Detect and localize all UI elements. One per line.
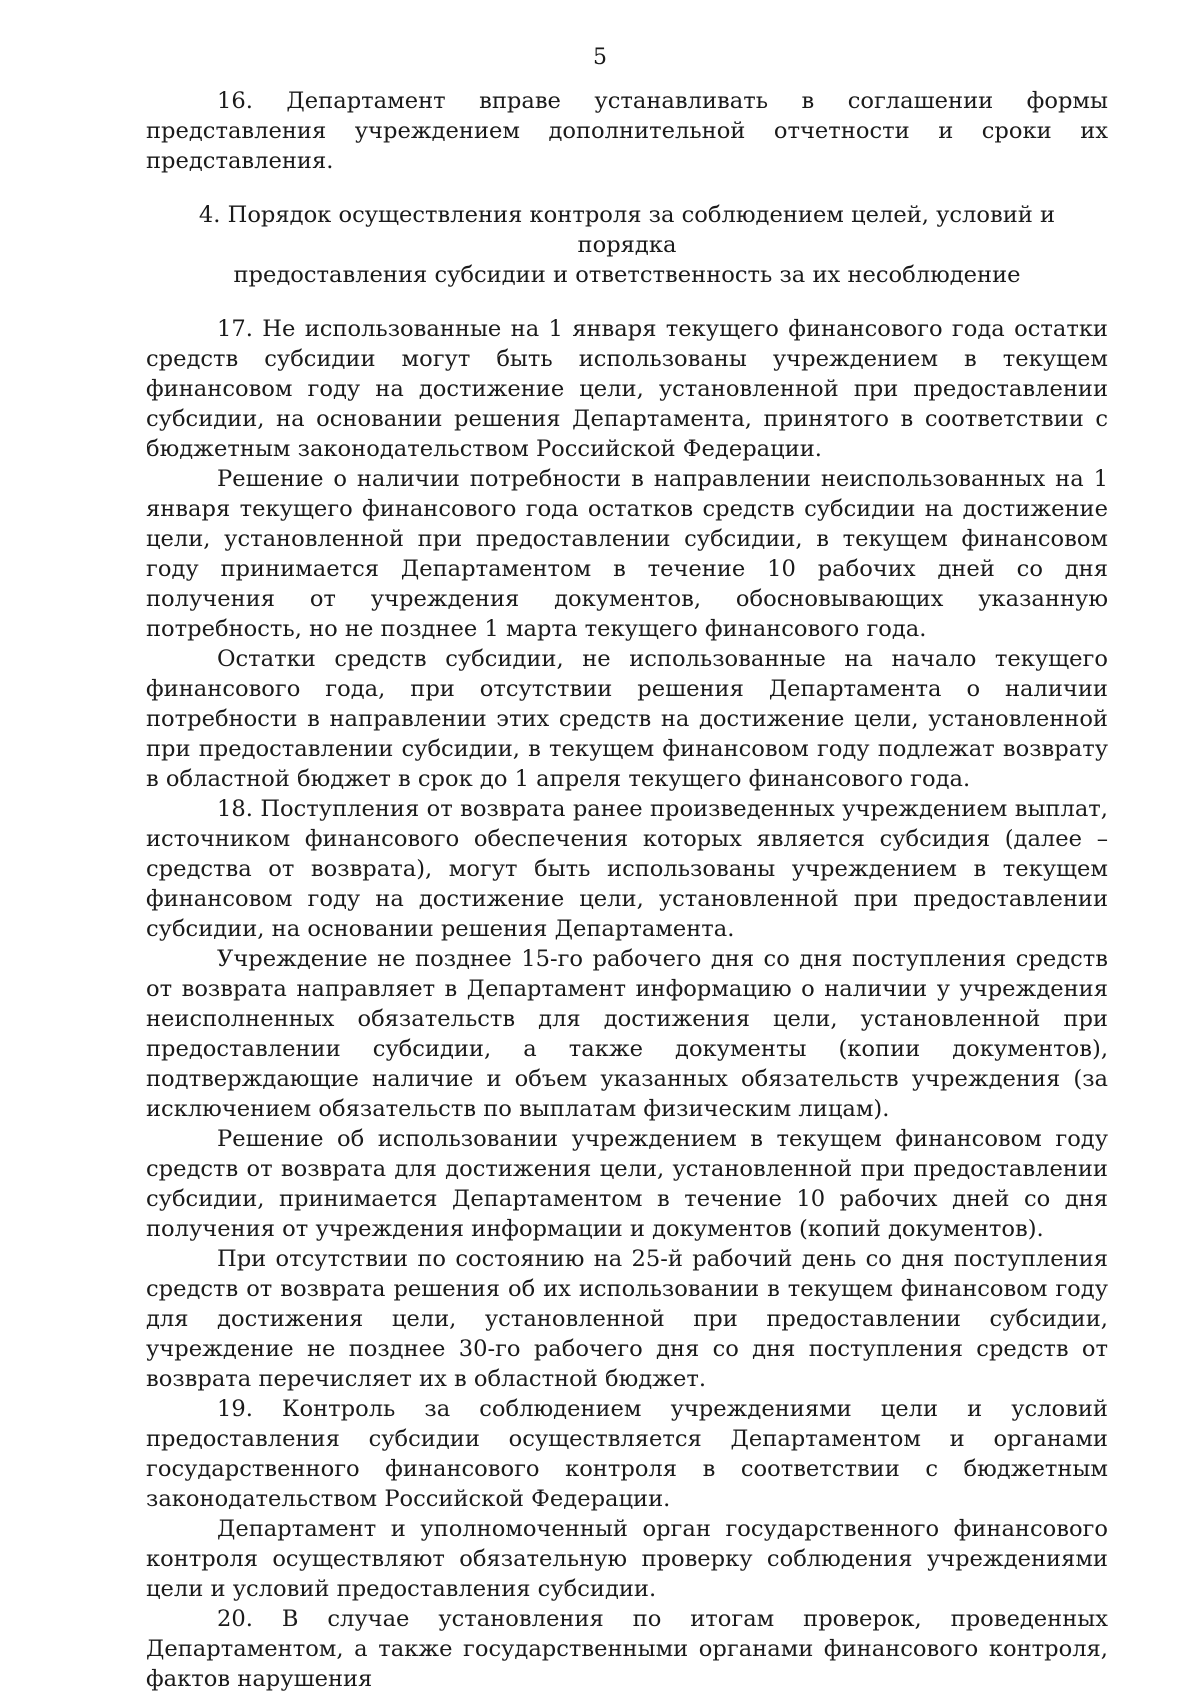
- paragraph-20: 20. В случае установления по итогам проверок, проведенных Департаментом, а также государственными органами финансового контроля, фактов нарушения: [146, 1606, 1108, 1692]
- paragraph-17-remainders: Остатки средств субсидии, не использованные на начало текущего финансового года, при отсутствии решения Департамента о наличии потребности в направлении этих средств на достижение цели, установленной при предоставлении субсидии, в текущем финансовом году подлежат возврату в областной бюджет в срок до 1 апреля текущего финансового года.: [146, 646, 1108, 792]
- document-body: [146, 86, 1108, 1694]
- section-heading: [146, 200, 1108, 290]
- paragraph-18-return: При отсутствии по состоянию на 25-й рабочий день со дня поступления средств от возврата решения об их использовании в текущем финансовом году для достижения цели, установленной при предоставлении субсидии, учреждение не позднее 30-го рабочего дня со дня поступления средств от возврата перечисляет их в областной бюджет.: [146, 1246, 1108, 1392]
- paragraph-18: 18. Поступления от возврата ранее произведенных учреждением выплат, источником финансового обеспечения которых является субсидия (далее – средства от возврата), могут быть использованы учреждением в текущем финансовом году на достижение цели, установленной при предоставлении субсидии, на основании решения Департамента.: [146, 796, 1108, 942]
- paragraph-18-decision: Решение об использовании учреждением в текущем финансовом году средств от возврата для достижения цели, установленной при предоставлении субсидии, принимается Департаментом в течение 10 рабочих дней со дня получения от учреждения информации и документов (копий документов).: [146, 1126, 1108, 1242]
- section-heading-line-2: предоставления субсидии и ответственность за их несоблюдение: [233, 262, 1021, 288]
- paragraph-16: 16. Департамент вправе устанавливать в соглашении формы представления учреждением дополнительной отчетности и сроки их представления.: [146, 88, 1108, 174]
- paragraph-17: 17. Не использованные на 1 января текущего финансового года остатки средств субсидии могут быть использованы учреждением в текущем финансовом году на достижение цели, установленной при предоставлении субсидии, на основании решения Департамента, принятого в соответствии с бюджетным законодательством Российской Федерации.: [146, 316, 1108, 462]
- section-heading-line-1: 4. Порядок осуществления контроля за соблюдением целей, условий и порядка: [198, 202, 1056, 258]
- paragraph-18-notification: Учреждение не позднее 15-го рабочего дня со дня поступления средств от возврата направляет в Департамент информацию о наличии у учреждения неисполненных обязательств для достижения цели, установленной при предоставлении субсидии, а также документы (копии документов), подтверждающие наличие и объем указанных обязательств учреждения (за исключением обязательств по выплатам физическим лицам).: [146, 946, 1108, 1122]
- paragraph-17-decision: Решение о наличии потребности в направлении неиспользованных на 1 января текущего финансового года остатков средств субсидии на достижение цели, установленной при предоставлении субсидии, в текущем финансовом году принимается Департаментом в течение 10 рабочих дней со дня получения от учреждения документов, обосновывающих указанную потребность, но не позднее 1 марта текущего финансового года.: [146, 466, 1108, 642]
- page-number: 5: [593, 45, 607, 70]
- paragraph-19-inspection: Департамент и уполномоченный орган государственного финансового контроля осуществляют обязательную проверку соблюдения учреждениями цели и условий предоставления субсидии.: [146, 1516, 1108, 1602]
- paragraph-19: 19. Контроль за соблюдением учреждениями цели и условий предоставления субсидии осуществляется Департаментом и органами государственного финансового контроля в соответствии с бюджетным законодательством Российской Федерации.: [146, 1396, 1108, 1512]
